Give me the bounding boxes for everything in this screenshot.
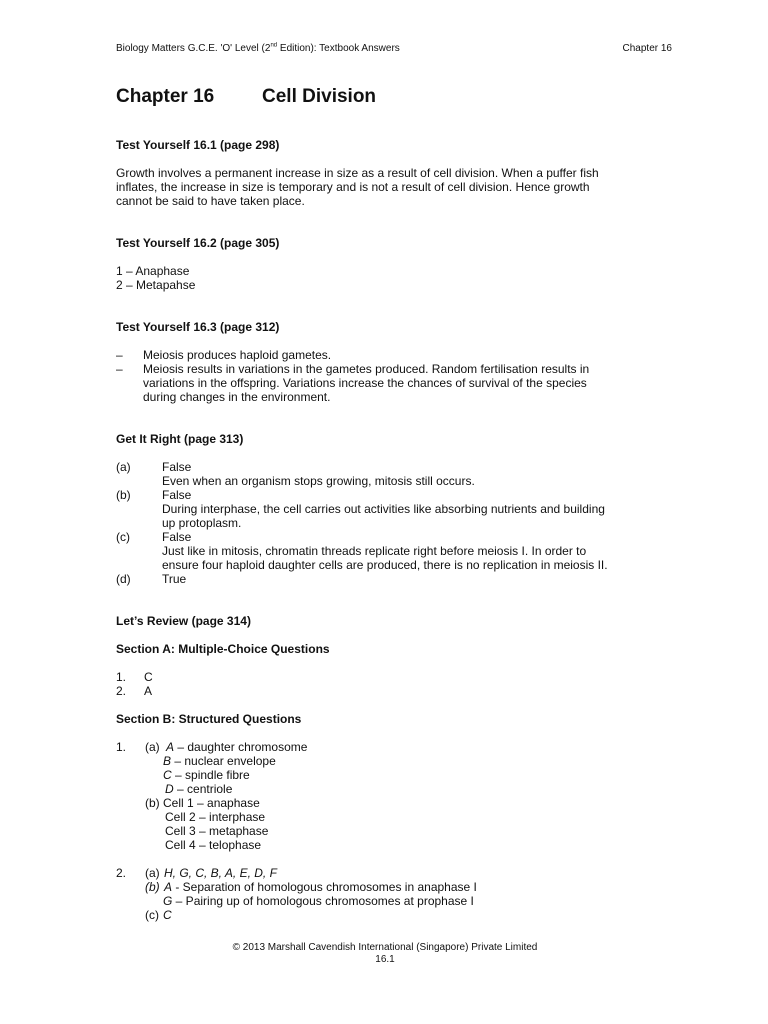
- header-chapter: Chapter 16: [622, 43, 672, 54]
- answer-line: D – centriole: [165, 782, 233, 796]
- answer-line: Cell 2 – interphase: [165, 810, 266, 824]
- answer-line: H, G, C, B, A, E, D, F: [164, 866, 277, 880]
- mcq-answer: C: [144, 670, 153, 684]
- ty162-answer: 1 – Anaphase 2 – Metapahse: [116, 264, 196, 292]
- ty163-heading: Test Yourself 16.3 (page 312): [116, 320, 280, 334]
- answer-line: A – daughter chromosome: [166, 740, 308, 754]
- mcq-num: 2.: [116, 684, 127, 698]
- copyright-text: © 2013 Marshall Cavendish International (Singapore) Private Limited: [232, 942, 538, 953]
- answer-line: G – Pairing up of homologous chromosomes at prophase I: [163, 894, 474, 908]
- answer-line: Cell 4 – telophase: [165, 838, 262, 852]
- part-label: (b): [145, 880, 160, 894]
- part-label: (b): [145, 796, 160, 810]
- answer-line: Cell 3 – metaphase: [165, 824, 269, 838]
- mcq-num: 1.: [116, 670, 127, 684]
- answer-line: C – spindle fibre: [163, 768, 250, 782]
- chapter-name: Cell Division: [262, 86, 377, 107]
- part-label: (a): [145, 740, 160, 754]
- page-title: [116, 86, 376, 108]
- review-heading: Let’s Review (page 314): [116, 614, 251, 628]
- page-footer: [0, 942, 768, 966]
- ty162-heading: Test Yourself 16.2 (page 305): [116, 236, 280, 250]
- section-b-heading: Section B: Structured Questions: [116, 712, 302, 726]
- question-number: 2.: [116, 866, 127, 880]
- question-number: 1.: [116, 740, 127, 754]
- part-label: (a): [145, 866, 160, 880]
- answer-line: A - Separation of homologous chromosomes in anaphase I: [164, 880, 477, 894]
- part-label: (c): [145, 908, 159, 922]
- section-a-heading: Section A: Multiple-Choice Questions: [116, 642, 330, 656]
- answer-line: Cell 1 – anaphase: [163, 796, 260, 810]
- chapter-number: Chapter 16: [116, 86, 215, 107]
- mcq-answer: A: [144, 684, 153, 698]
- answer-line: B – nuclear envelope: [163, 754, 276, 768]
- ty161-answer: Growth involves a permanent increase in size as a result of cell division. When a puffer fish inflates, the increase in size is temporary and is not a result of cell division. Hence growth cannot be said to have taken place.: [116, 166, 599, 208]
- running-header: Biology Matters G.C.E. 'O' Level (2nd Edition): Textbook Answers: [116, 42, 400, 54]
- getright-heading: Get It Right (page 313): [116, 432, 244, 446]
- answer-line: C: [163, 908, 172, 922]
- page-number: 16.1: [375, 954, 395, 965]
- ty161-heading: Test Yourself 16.1 (page 298): [116, 138, 280, 152]
